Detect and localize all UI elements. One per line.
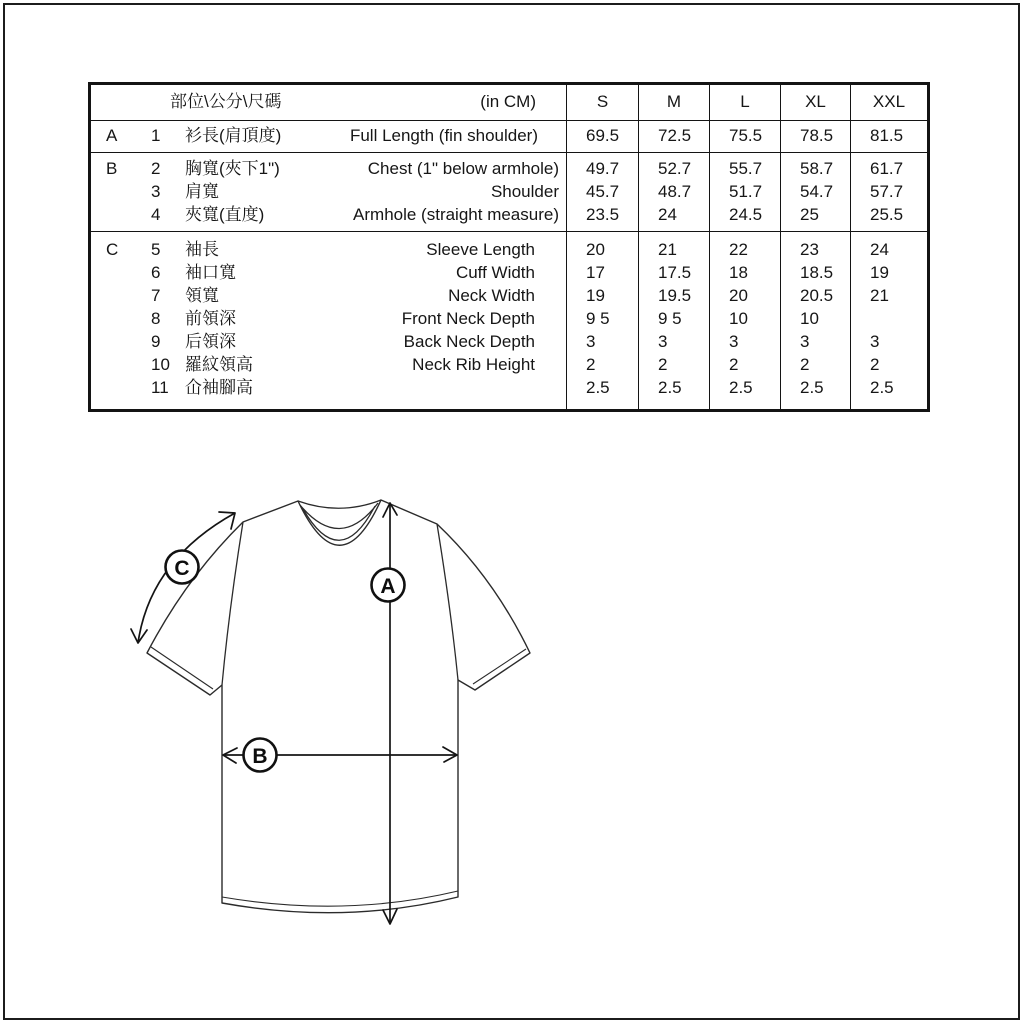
row-number: 8	[151, 309, 161, 328]
row-label-zh: 肩寬	[185, 182, 219, 201]
size-value: 20	[586, 240, 605, 259]
size-value: 17.5	[658, 263, 692, 282]
size-value: 20.5	[800, 286, 834, 305]
row-label-en: Neck Rib Height	[412, 355, 535, 374]
size-value: 19	[870, 263, 889, 282]
row-label-zh: 袖口寬	[185, 263, 236, 282]
size-value: 3	[870, 332, 880, 351]
row-label-en: Sleeve Length	[426, 240, 535, 259]
row-label-en: Chest (1" below armhole)	[367, 159, 559, 178]
size-value: 72.5	[658, 126, 692, 145]
size-value: 18	[729, 263, 748, 282]
size-value: 2.5	[800, 378, 824, 397]
size-col-m: M	[638, 85, 709, 120]
size-value: 2.5	[870, 378, 894, 397]
row-label-en: Full Length (fin shoulder)	[349, 126, 538, 145]
header-title: 部位\公分\尺碼	[170, 92, 282, 111]
size-value: 10	[800, 309, 819, 328]
label-a: A	[380, 575, 396, 598]
size-value: 51.7	[729, 182, 763, 201]
size-value: 2.5	[658, 378, 682, 397]
size-value: 24.5	[729, 205, 763, 224]
size-value: 21	[870, 286, 889, 305]
label-b: B	[252, 745, 268, 768]
row-label-zh: 胸寬(夾下1")	[185, 159, 280, 178]
size-value: 61.7	[870, 159, 904, 178]
row-label-en: Neck Width	[448, 286, 535, 305]
size-value: 3	[729, 332, 739, 351]
size-value: 2	[658, 355, 668, 374]
size-value: 69.5	[586, 126, 620, 145]
row-label-en: Armhole (straight measure)	[353, 205, 559, 224]
size-value: 78.5	[800, 126, 834, 145]
row-label-zh: 夾寬(直度)	[185, 205, 265, 224]
size-value: 57.7	[870, 182, 904, 201]
size-value: 49.7	[586, 159, 620, 178]
row-label-zh: 袖長	[185, 240, 219, 259]
size-value: 9 5	[658, 309, 682, 328]
group-letter: C	[106, 240, 119, 259]
row-label-zh: 后領深	[185, 332, 236, 351]
header-unit: (in CM)	[480, 92, 536, 111]
size-value: 2	[870, 355, 880, 374]
size-value: 75.5	[729, 126, 763, 145]
size-col-s: S	[566, 85, 638, 120]
tshirt-outline	[147, 500, 530, 913]
row-label-en: Shoulder	[490, 182, 559, 201]
size-col-xl: XL	[780, 85, 850, 120]
size-value: 23	[800, 240, 819, 259]
size-value: 3	[586, 332, 596, 351]
size-value: 19.5	[658, 286, 692, 305]
size-value: 23.5	[586, 205, 620, 224]
row-number: 11	[151, 378, 169, 397]
row-number: 1	[151, 126, 161, 145]
row-label-zh: 羅紋領高	[185, 355, 253, 374]
row-number: 2	[151, 159, 161, 178]
size-col-l: L	[709, 85, 780, 120]
group-letter: B	[106, 159, 118, 178]
size-value: 18.5	[800, 263, 834, 282]
size-value: 20	[729, 286, 748, 305]
size-value: 17	[586, 263, 605, 282]
row-label-en: Cuff Width	[455, 263, 535, 282]
row-number: 10	[151, 355, 170, 374]
row-label-zh: 仚袖腳高	[185, 378, 253, 397]
size-value: 19	[586, 286, 605, 305]
size-value: 22	[729, 240, 748, 259]
size-value: 2	[729, 355, 739, 374]
size-value: 24	[870, 240, 889, 259]
size-value: 3	[800, 332, 810, 351]
size-value: 81.5	[870, 126, 904, 145]
size-value: 2	[586, 355, 596, 374]
size-value: 25.5	[870, 205, 904, 224]
size-value: 54.7	[800, 182, 834, 201]
size-value: 2	[800, 355, 810, 374]
group-letter: A	[106, 126, 118, 145]
size-value: 10	[729, 309, 748, 328]
row-number: 3	[151, 182, 161, 201]
row-number: 5	[151, 240, 161, 259]
size-value: 48.7	[658, 182, 692, 201]
row-number: 6	[151, 263, 161, 282]
row-label-en: Back Neck Depth	[403, 332, 535, 351]
row-label-zh: 領寬	[185, 286, 219, 305]
size-col-xxl: XXL	[850, 85, 927, 120]
size-value: 3	[658, 332, 668, 351]
size-value: 52.7	[658, 159, 692, 178]
size-value: 24	[658, 205, 677, 224]
size-value: 9 5	[586, 309, 610, 328]
size-value: 45.7	[586, 182, 620, 201]
size-value: 25	[800, 205, 819, 224]
size-value: 21	[658, 240, 677, 259]
row-number: 7	[151, 286, 161, 305]
row-number: 9	[151, 332, 161, 351]
row-label-zh: 衫長(肩頂度)	[185, 126, 282, 145]
size-value: 55.7	[729, 159, 763, 178]
size-value: 2.5	[586, 378, 610, 397]
collar-back-line	[298, 500, 381, 508]
row-label-en: Front Neck Depth	[401, 309, 535, 328]
size-value: 2.5	[729, 378, 753, 397]
label-c: C	[174, 557, 190, 580]
row-number: 4	[151, 205, 161, 224]
size-value: 58.7	[800, 159, 834, 178]
row-label-zh: 前領深	[185, 309, 236, 328]
